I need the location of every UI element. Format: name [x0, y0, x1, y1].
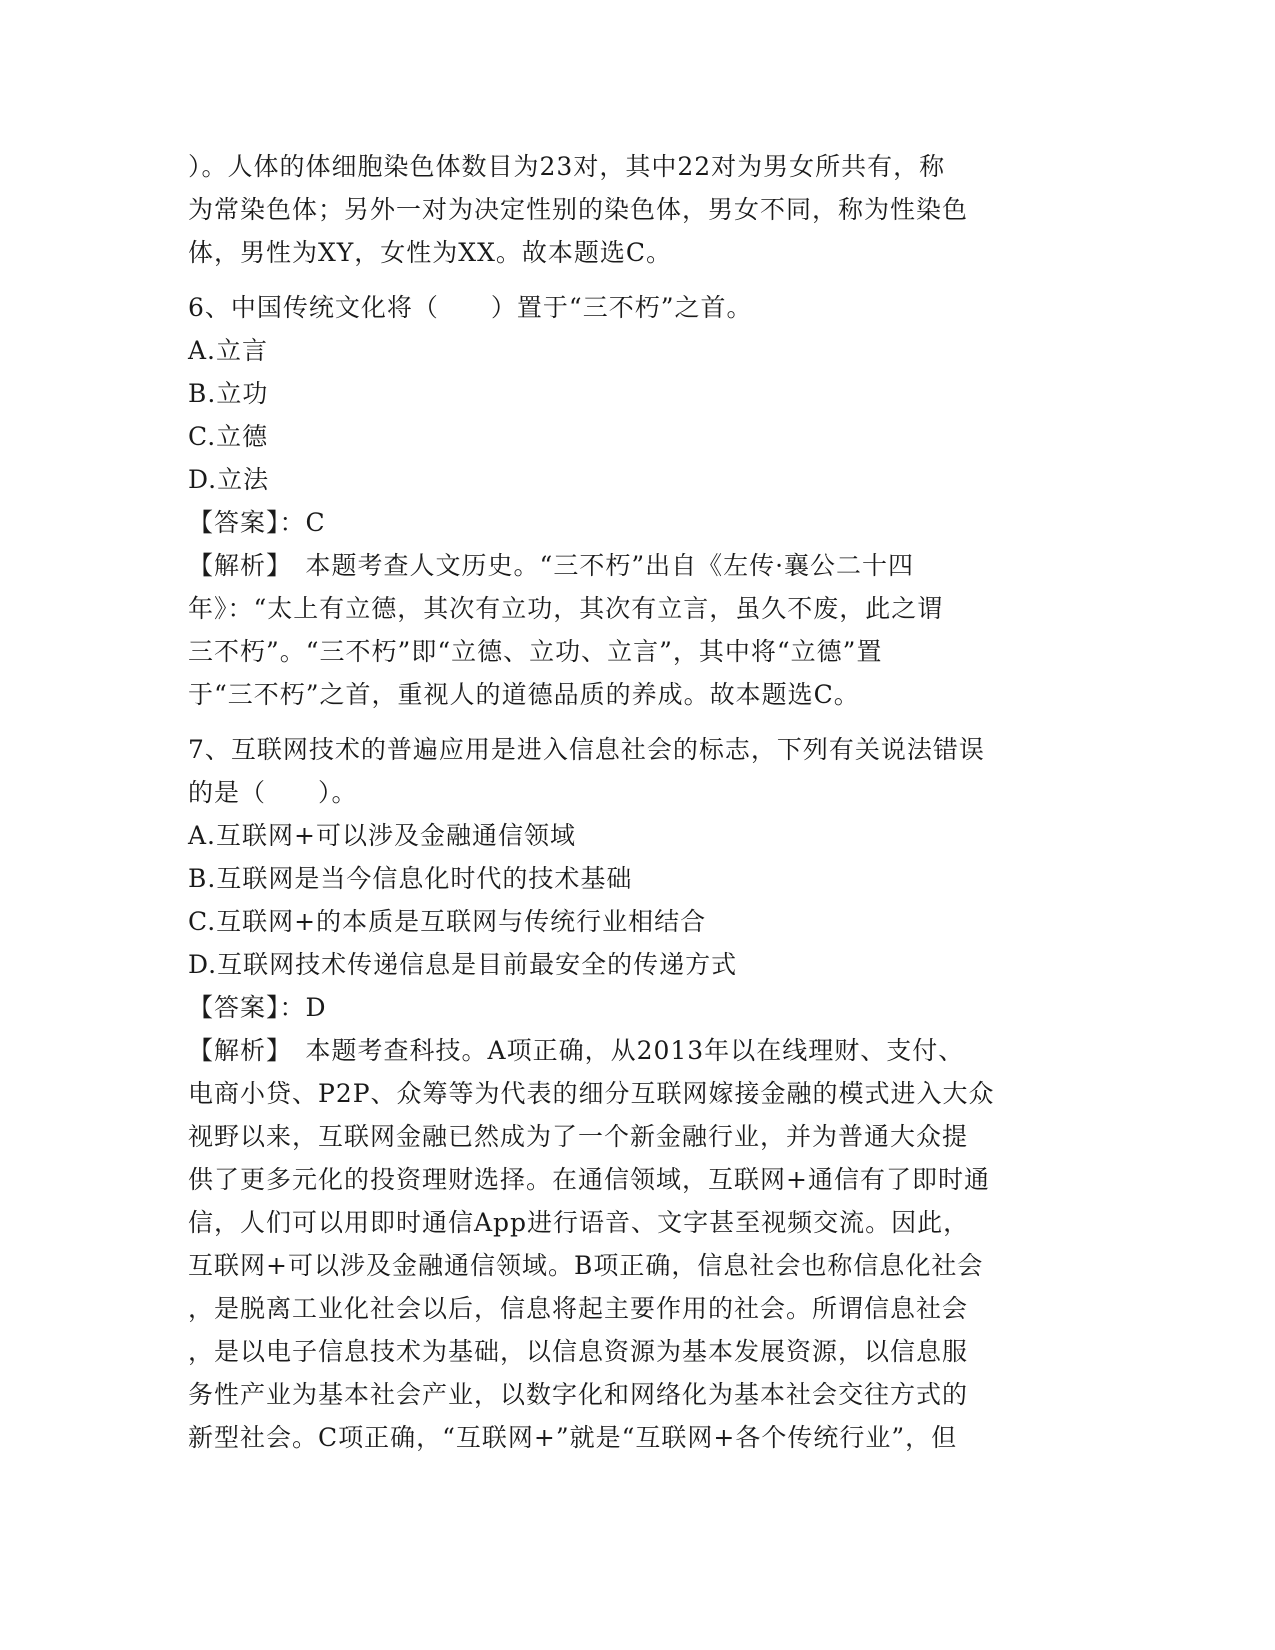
answer-value: D [305, 993, 327, 1022]
answer-line [188, 501, 1088, 544]
question-stem: 7、互联网技术的普遍应用是进入信息社会的标志，下列有关说法错误 [188, 735, 985, 764]
question-stem: 的是（ ）。 [188, 778, 358, 807]
analysis-text: 于“三不朽”之首，重视人的道德品质的养成。故本题选C。 [188, 680, 860, 709]
answer-value: C [305, 508, 326, 537]
question-6 [188, 286, 1088, 716]
spacer [188, 274, 1088, 286]
option-b: B.立功 [188, 379, 269, 408]
analysis-text: 本题考查人文历史。“三不朽”出自《左传·襄公二十四 [305, 551, 915, 580]
spacer [188, 716, 1088, 728]
answer-label: 【答案】： [188, 993, 306, 1022]
question-7 [188, 728, 1088, 1459]
option-a: A.立言 [188, 336, 269, 365]
analysis-label: 【解析】 [188, 1036, 280, 1065]
analysis-text: 信，人们可以用即时通信App进行语音、文字甚至视频交流。因此， [188, 1208, 970, 1237]
question-stem: 6、中国传统文化将（ ）置于“三不朽”之首。 [188, 293, 753, 322]
analysis-first-line [188, 544, 1088, 587]
previous-question-explanation [188, 145, 1088, 274]
analysis-first-line [188, 1029, 1088, 1072]
analysis-text: 年》：“太上有立德，其次有立功，其次有立言，虽久不废，此之谓 [188, 594, 944, 623]
analysis-text: 互联网+可以涉及金融通信领域。B项正确，信息社会也称信息化社会 [188, 1251, 984, 1280]
analysis-text: 视野以来，互联网金融已然成为了一个新金融行业，并为普通大众提 [188, 1122, 969, 1151]
answer-line [188, 986, 1088, 1029]
analysis-text: 务性产业为基本社会产业，以数字化和网络化为基本社会交往方式的 [188, 1380, 969, 1409]
analysis-text: 新型社会。C项正确，“互联网+”就是“互联网+各个传统行业”，但 [188, 1423, 958, 1452]
analysis-text: 本题考查科技。A项正确，从2013年以在线理财、支付、 [305, 1036, 965, 1065]
document-page [188, 145, 1088, 1459]
analysis-text: ，是以电子信息技术为基础，以信息资源为基本发展资源，以信息服 [188, 1337, 969, 1366]
option-d: D.立法 [188, 465, 270, 494]
analysis-text: ，是脱离工业化社会以后，信息将起主要作用的社会。所谓信息社会 [188, 1294, 969, 1323]
text-line: ）。人体的体细胞染色体数目为23对，其中22对为男女所共有，称 [188, 152, 946, 181]
option-c: C.立德 [188, 422, 269, 451]
analysis-text: 三不朽”。“三不朽”即“立德、立功、立言”，其中将“立德”置 [188, 637, 883, 666]
text-line: 体，男性为XY，女性为XX。故本题选C。 [188, 238, 673, 267]
analysis-label: 【解析】 [188, 551, 280, 580]
option-b: B.互联网是当今信息化时代的技术基础 [188, 864, 633, 893]
text-line: 为常染色体；另外一对为决定性别的染色体，男女不同，称为性染色 [188, 195, 969, 224]
option-c: C.互联网+的本质是互联网与传统行业相结合 [188, 907, 707, 936]
analysis-text: 电商小贷、P2P、众筹等为代表的细分互联网嫁接金融的模式进入大众 [188, 1079, 995, 1108]
analysis-text: 供了更多元化的投资理财选择。在通信领域，互联网+通信有了即时通 [188, 1165, 990, 1194]
option-d: D.互联网技术传递信息是目前最安全的传递方式 [188, 950, 738, 979]
option-a: A.互联网+可以涉及金融通信领域 [188, 821, 576, 850]
answer-label: 【答案】： [188, 508, 306, 537]
